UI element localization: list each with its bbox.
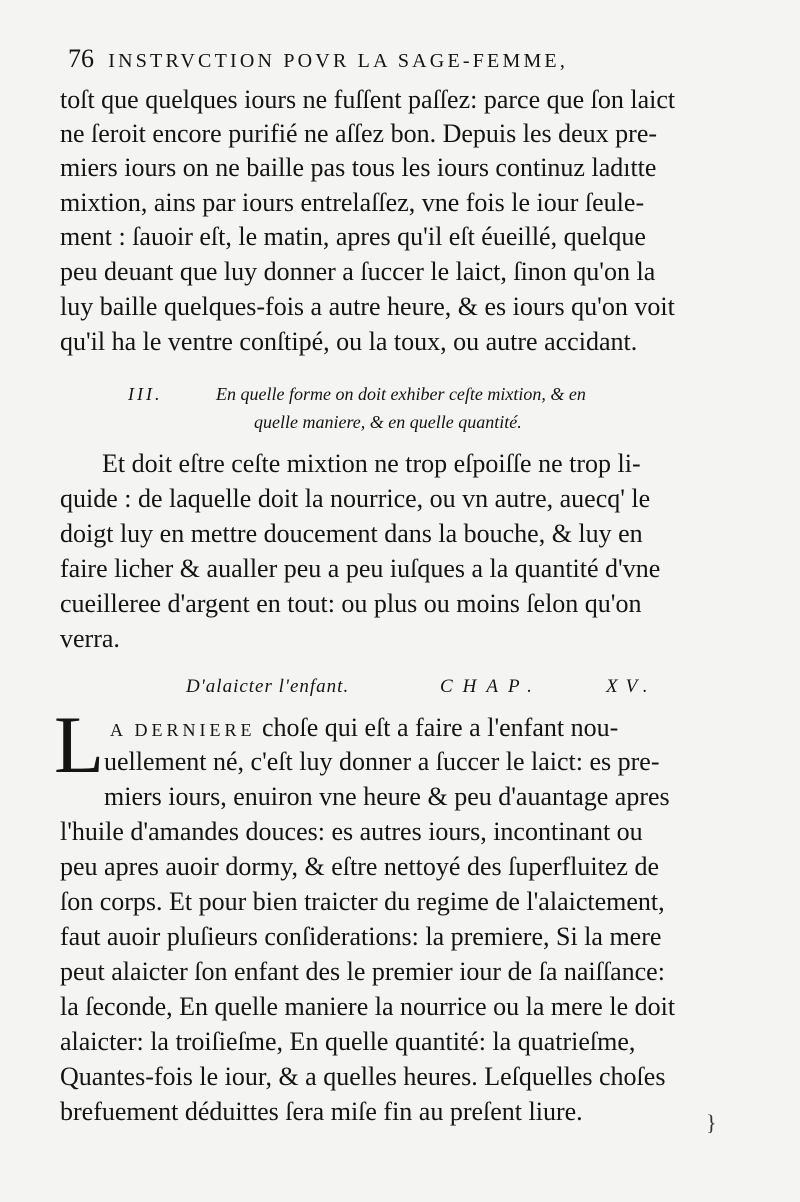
- text-line: ne ſeroit encore purifié ne aſſez bon. Depuis les deux pre-: [60, 119, 658, 148]
- text-line: peu apres auoir dormy, & eſtre nettoyé des ſuperfluitez de: [60, 852, 659, 881]
- text-line: qu'il ha le ventre conſtipé, ou la toux, ou autre accidant.: [60, 327, 638, 356]
- smallcaps-opening: A DERNIERE: [110, 720, 256, 740]
- text-line: brefuement déduittes ſera miſe fin au preſent liure.: [60, 1097, 583, 1126]
- text-line: la ſeconde, En quelle maniere la nourrice ou la mere le doit: [60, 992, 676, 1021]
- running-head: [68, 44, 758, 74]
- chapter-title: D'alaicter l'enfant.: [186, 676, 350, 697]
- text-line: alaicter: la troiſieſme, En quelle quantité: la quatrieſme,: [60, 1027, 636, 1056]
- text-line: mixtion, ains par iours entrelaſſez, vne fois le iour ſeule-: [60, 188, 645, 217]
- text-line: ment : ſauoir eſt, le matin, apres qu'il eſt éueillé, quelque: [60, 222, 646, 251]
- drop-cap: L: [54, 699, 105, 790]
- text-line: faut auoir pluſieurs conſiderations: la premiere, Si la mere: [60, 922, 662, 951]
- text-line: Et doit eſtre ceſte mixtion ne trop eſpoiſſe ne trop li-: [102, 449, 641, 478]
- chapter-label: CHAP.: [440, 676, 542, 697]
- text-line: ſon corps. Et pour bien traicter du regime de l'alaictement,: [60, 887, 665, 916]
- text-line: doigt luy en mettre doucement dans la bouche, & luy en: [60, 519, 643, 548]
- text-line: l'huile d'amandes douces: es autres iours, incontinant ou: [60, 817, 643, 846]
- text-line: toſt que quelques iours ne fuſſent paſſez: parce que ſon laict: [60, 85, 676, 114]
- text-line: quide : de laquelle doit la nourrice, ou vn autre, auecq' le: [60, 484, 651, 513]
- text-line: uellement né, c'eſt luy donner a ſuccer le laict: es pre-: [104, 747, 660, 776]
- text-line: verra.: [60, 624, 120, 653]
- page-number: 76: [68, 44, 94, 73]
- text-line: faire licher & aualler peu a peu iuſques a la quantité d'vne: [60, 554, 661, 583]
- text-line: choſe qui eſt a faire a l'enfant nou-: [262, 713, 619, 742]
- text-line: miers iours, enuiron vne heure & peu d'auantage apres: [104, 782, 670, 811]
- section-number: III.: [128, 384, 163, 404]
- running-title: INSTRVCTION POVR LA SAGE-FEMME,: [108, 50, 569, 72]
- text-line: Quantes-fois le iour, & a quelles heures. Leſquelles choſes: [60, 1062, 666, 1091]
- chapter-number: XV.: [606, 676, 656, 697]
- section-title: En quelle forme on doit exhiber ceſte mixtion, & en: [216, 384, 586, 404]
- text-line: cueilleree d'argent en tout: ou plus ou moins ſelon qu'on: [60, 589, 642, 618]
- text-line: miers iours on ne baille pas tous les iours continuz ladıtte: [60, 153, 657, 182]
- text-line: luy baille quelques-fois a autre heure, & es iours qu'on voit: [60, 292, 675, 321]
- margin-mark: }: [706, 1110, 717, 1135]
- text-line: peut alaicter ſon enfant des le premier iour de ſa naiſſance:: [60, 957, 665, 986]
- section-title: quelle maniere, & en quelle quantité.: [254, 412, 522, 432]
- text-line: peu deuant que luy donner a ſuccer le laict, ſinon qu'on la: [60, 257, 656, 286]
